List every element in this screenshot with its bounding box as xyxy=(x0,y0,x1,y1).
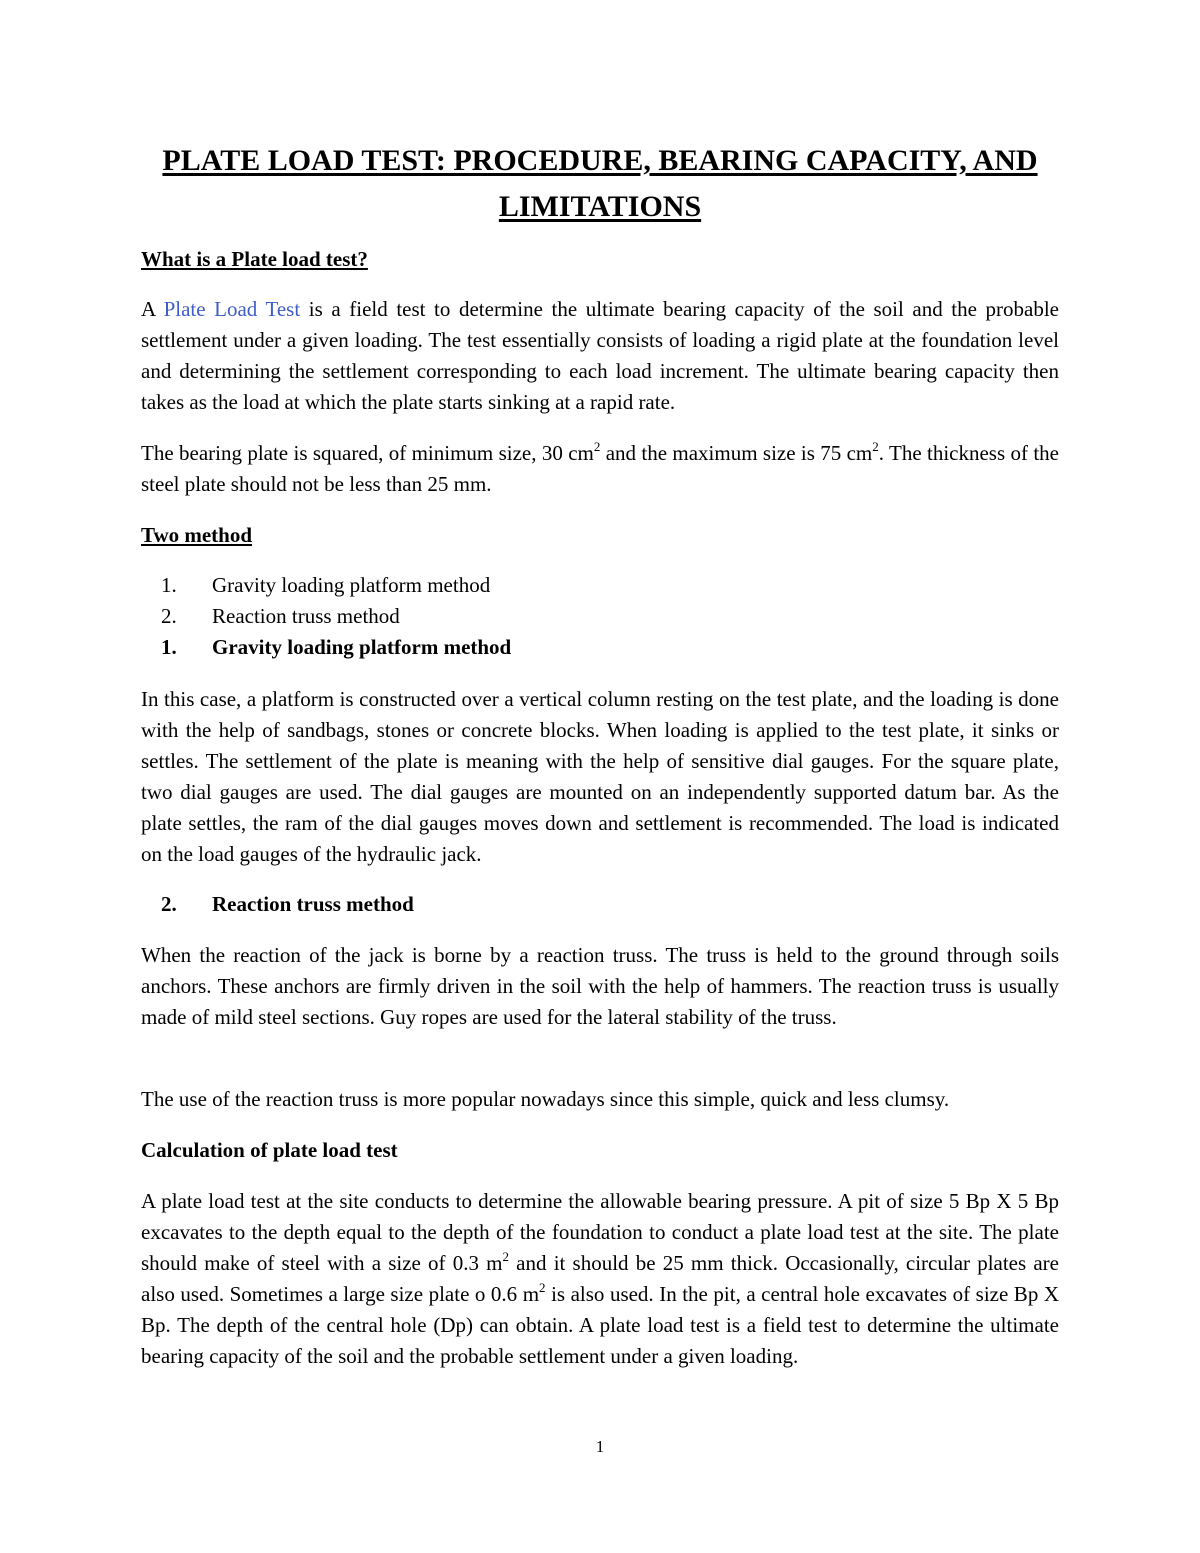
intro-text-rest: is a field test to determine the ultimate bearing capacity of the soil and the probable settlement under a given loading. The test essentially consists of loading a rigid plate at the foundation level and determining the settlement corresponding to each load increment. The ultimate bearing capacity then takes as the load at which the plate starts sinking at a rapid rate. xyxy=(141,297,1060,414)
heading-number: 1. xyxy=(161,635,177,659)
superscript-2: 2 xyxy=(502,1249,509,1264)
list-item-number: 1. xyxy=(161,573,177,597)
plate-size-text-a: The bearing plate is squared, of minimum size, 30 cm xyxy=(141,441,594,465)
heading-text: Reaction truss method xyxy=(212,892,414,916)
plate-size-text-b: and the maximum size is 75 cm xyxy=(600,441,873,465)
page-title: PLATE LOAD TEST: PROCEDURE, BEARING CAPACITY, AND LIMITATIONS xyxy=(162,144,1038,223)
superscript-2: 2 xyxy=(872,439,879,454)
superscript-2: 2 xyxy=(593,439,601,454)
list-item-text: Gravity loading platform method xyxy=(212,573,491,597)
heading-number: 2. xyxy=(161,892,177,916)
gravity-method-paragraph: In this case, a platform is constructed over a vertical column resting on the test plate, and the loading is done with the help of sandbags, stones or concrete blocks. When loading is applied to the test plate, it sinks or settles. The settlement of the plate is meaning with the help of sensitive dial gauges. For the square plate, two dial gauges are used. The dial gauges are mounted on an independently supported datum bar. As the plate settles, the ram of the dial gauges moves down and settlement is recommended. The load is indicated on the load gauges of the hydraulic jack. xyxy=(141,687,1059,866)
reaction-truss-paragraph: When the reaction of the jack is borne by a reaction truss. The truss is held to the ground through soils anchors. These anchors are firmly driven in the soil with the help of hammers. The reaction truss is usually made of mild steel sections. Guy ropes are used for the lateral stability of the truss. xyxy=(141,943,1059,1029)
section-heading-two-method: Two method xyxy=(141,523,253,547)
calculation-heading: Calculation of plate load test xyxy=(141,1138,398,1162)
list-item-text: Reaction truss method xyxy=(212,604,400,628)
calculation-text-a: A plate load test at the site conducts to determine the allowable bearing pressure. A pit of size 5 Bp X 5 Bp excavates to the depth equal to the depth of the foundation to conduct a plate load test at the site. The plate should make of steel with a size of 0.3 m xyxy=(141,1189,1059,1275)
list-item-number: 2. xyxy=(161,604,177,628)
calculation-text-b: and it should be 25 mm thick. Occasionally, circular plates are also used. Sometimes a large size plate o 0.6 m xyxy=(141,1251,1059,1306)
plate-size-text-c: . The thickness of the steel plate should not be less than 25 mm. xyxy=(141,441,1060,496)
heading-text: Gravity loading platform method xyxy=(212,635,512,659)
reaction-truss-popularity: The use of the reaction truss is more popular nowadays since this simple, quick and less clumsy. xyxy=(141,1087,950,1111)
calculation-text-c: is also used. In the pit, a central hole excavates of size Bp X Bp. The depth of the central hole (Dp) can obtain. A plate load test is a field test to determine the ultimate bearing capacity of the soil and the probable settlement under a given loading. xyxy=(141,1282,1060,1368)
intro-text-start: A xyxy=(141,297,164,321)
section-heading-what-is: What is a Plate load test? xyxy=(141,247,368,271)
intro-paragraph xyxy=(141,294,1059,418)
superscript-2: 2 xyxy=(539,1280,546,1295)
page-number: 1 xyxy=(595,1437,605,1456)
plate-size-paragraph xyxy=(141,438,1059,500)
calculation-paragraph xyxy=(141,1186,1059,1372)
plate-load-test-link[interactable]: Plate Load Test xyxy=(163,297,301,321)
